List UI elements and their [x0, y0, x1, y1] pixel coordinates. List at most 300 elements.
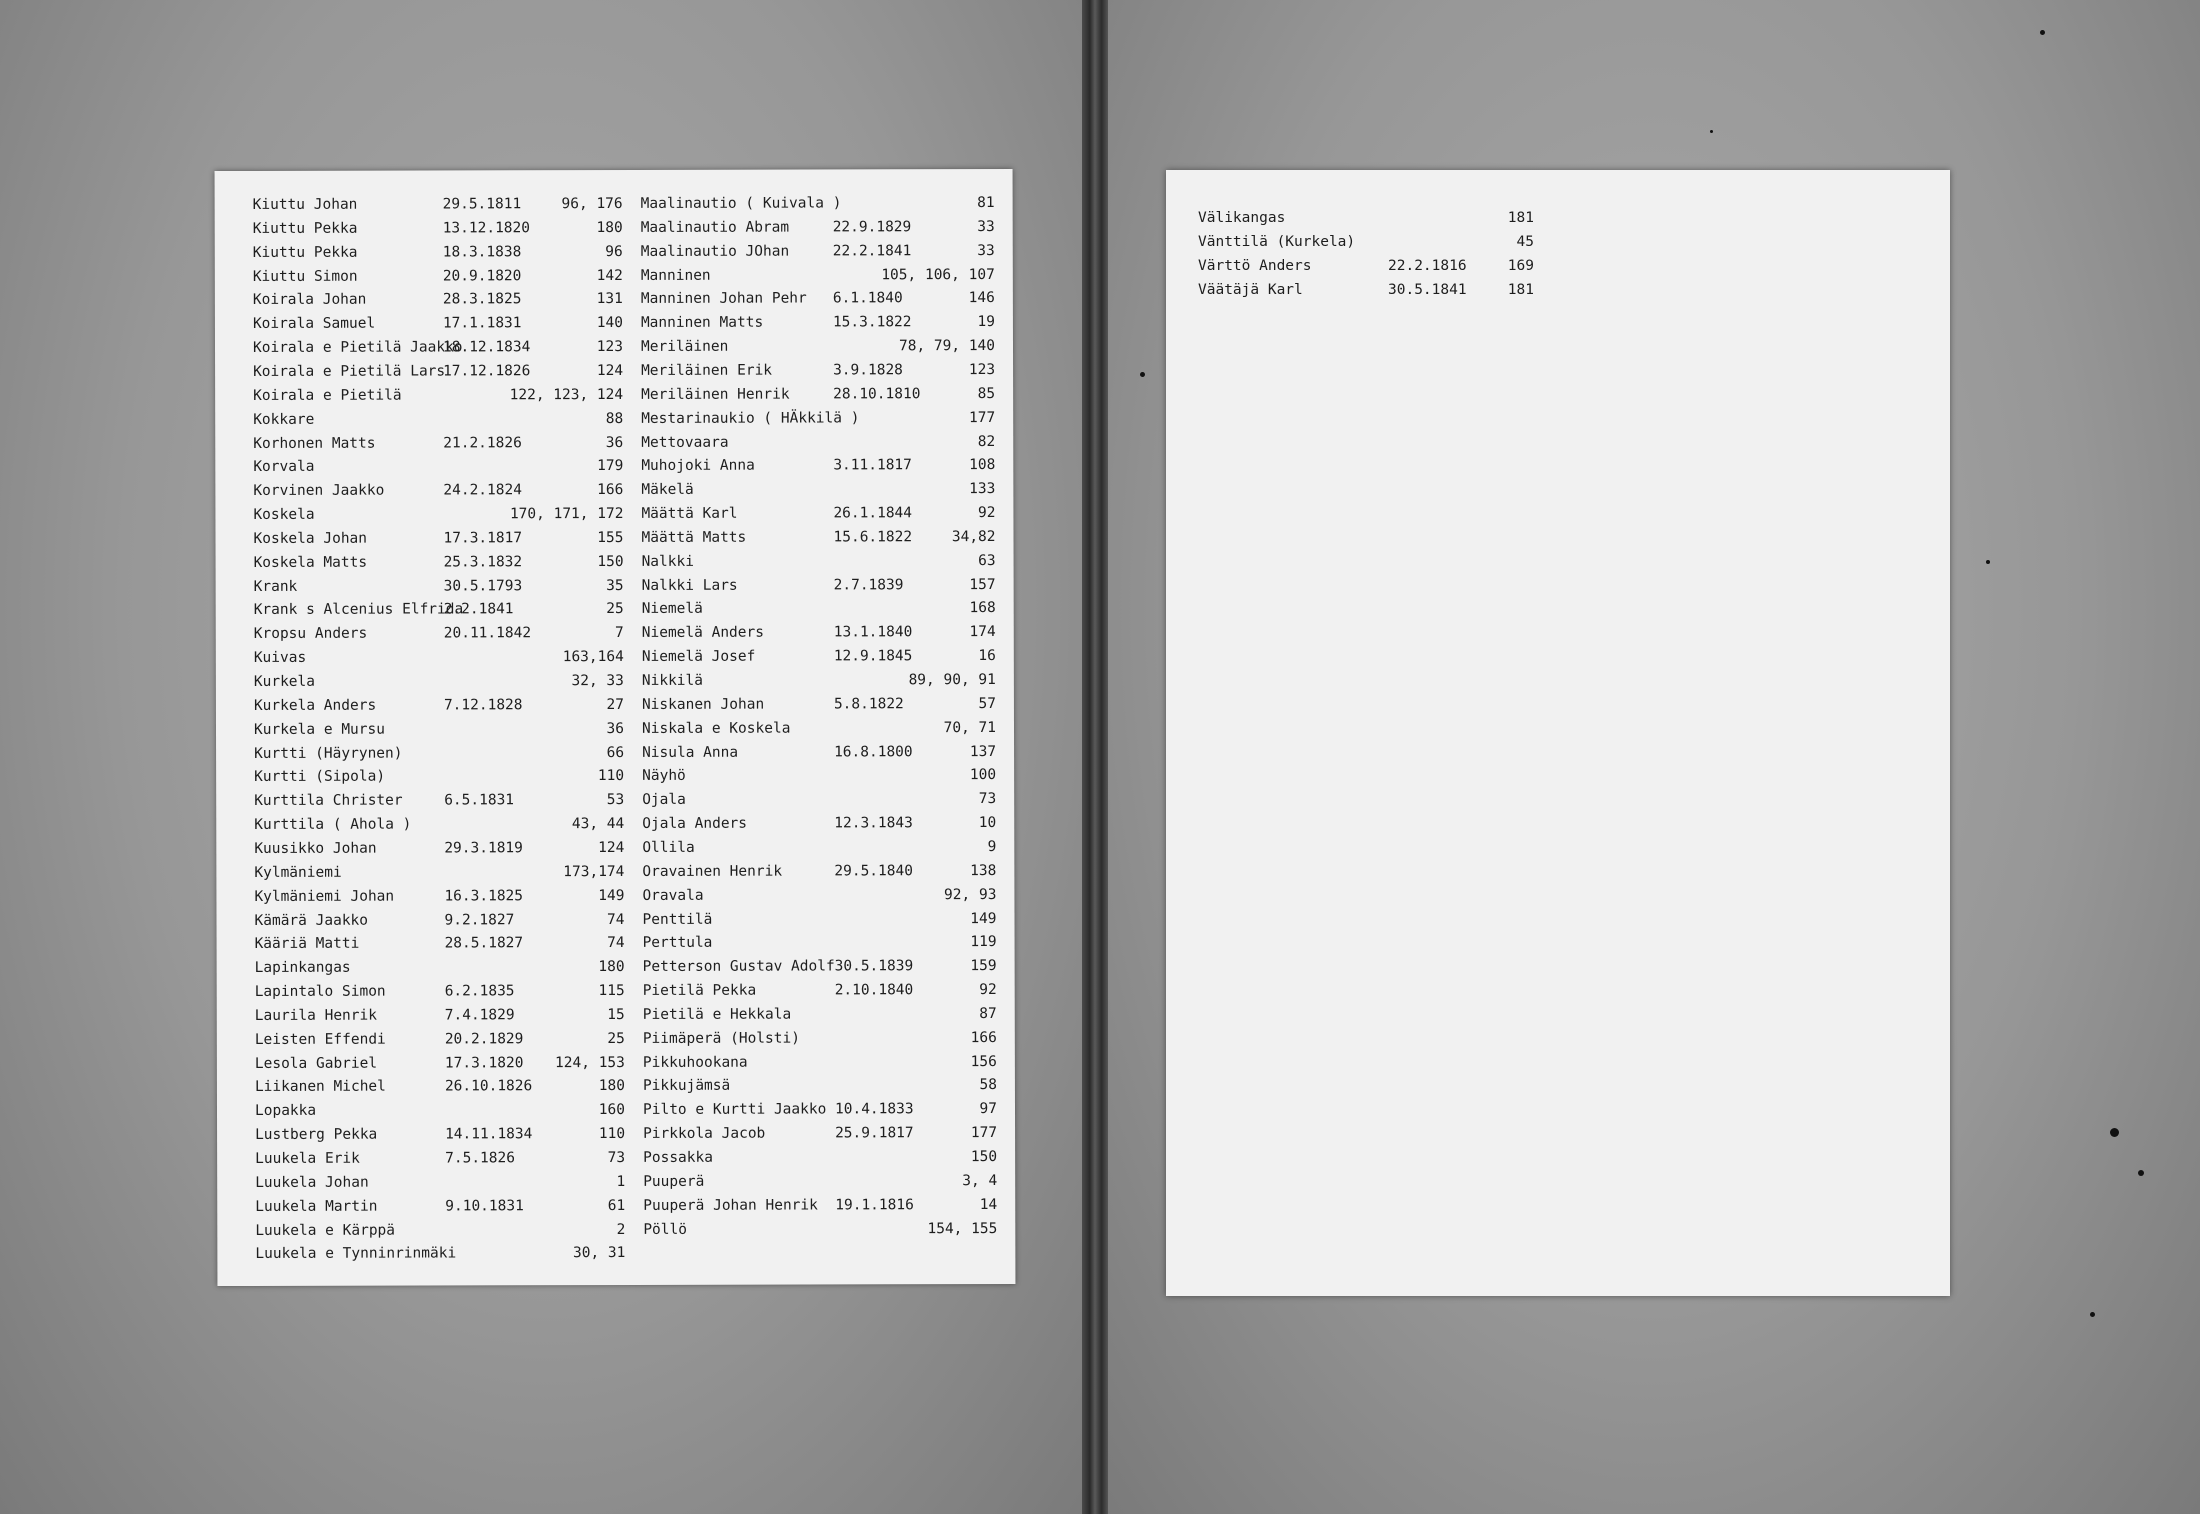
index-entry: [255, 931, 625, 956]
index-entry: [255, 1241, 625, 1266]
entry-pages: 10: [978, 815, 997, 832]
index-entry: [642, 835, 996, 860]
entry-pages: 181: [1507, 282, 1534, 298]
entry-name: Lapinkangas: [254, 959, 351, 977]
entry-pages: 150: [970, 1149, 998, 1166]
index-entry: [254, 741, 624, 766]
entry-pages: 88: [605, 410, 624, 427]
entry-date: 2.10.1840: [834, 982, 914, 999]
entry-pages: 30, 31: [572, 1245, 626, 1262]
entry-pages: 131: [596, 291, 623, 308]
entry-date: 7.4.1829: [444, 1007, 515, 1024]
index-entry: [642, 644, 996, 669]
entry-pages: 97: [979, 1101, 998, 1118]
index-entry: [643, 1145, 997, 1170]
entry-pages: 34,82: [951, 528, 996, 546]
entry-date: 26.10.1826: [444, 1078, 533, 1095]
binding-spine: [1082, 0, 1108, 1514]
entry-name: Mäkelä: [641, 481, 694, 499]
index-entry: [641, 358, 995, 383]
index-entry: [641, 239, 995, 264]
entry-name: Mestarinaukio ( HÄkkilä ): [641, 409, 860, 427]
entry-pages: 2: [616, 1221, 626, 1238]
index-entry: [643, 1169, 997, 1194]
dust-speck: [2040, 30, 2045, 35]
left-index-sheet: [215, 169, 1016, 1286]
index-entry: [642, 811, 996, 836]
index-entry: [641, 430, 995, 455]
index-entry: [643, 1193, 997, 1218]
entry-pages: 168: [969, 600, 996, 617]
entry-name: Koskela Johan: [253, 530, 368, 547]
entry-name: Väätäjä Karl: [1198, 282, 1303, 298]
entry-name: Kurkela: [253, 673, 316, 690]
entry-pages: 180: [596, 219, 623, 236]
entry-name: Petterson Gustav Adolf: [642, 958, 835, 976]
entry-name: Kiuttu Pekka: [252, 244, 358, 261]
index-entry: [255, 1027, 625, 1052]
index-entry: [253, 478, 623, 503]
entry-name: Meriläinen Henrik: [641, 386, 790, 403]
entry-pages: 150: [597, 553, 624, 570]
entry-name: Ojala Anders: [642, 815, 748, 833]
index-entry: [641, 310, 995, 335]
entry-name: Määttä Matts: [641, 529, 747, 546]
index-entry: [253, 430, 623, 455]
entry-date: 12.9.1845: [833, 648, 913, 665]
index-entry: [254, 764, 624, 789]
entry-date: 18.12.1834: [442, 339, 531, 356]
entry-pages: 100: [969, 767, 997, 784]
index-entry: [255, 1122, 625, 1147]
entry-pages: 108: [969, 457, 996, 474]
entry-pages: 174: [969, 624, 996, 641]
entry-date: 9.10.1831: [445, 1197, 524, 1215]
dust-speck: [1140, 372, 1145, 377]
index-entry: [254, 884, 624, 909]
entry-name: Leisten Effendi: [254, 1031, 386, 1048]
entry-name: Mettovaara: [641, 434, 729, 451]
entry-pages: 96, 176: [561, 195, 623, 213]
entry-pages: 140: [596, 315, 623, 332]
entry-name: Ojala: [642, 792, 686, 809]
entry-name: Korhonen Matts: [253, 435, 376, 452]
entry-name: Kiuttu Simon: [252, 268, 358, 285]
entry-pages: 3, 4: [962, 1172, 998, 1189]
index-entry: [642, 549, 996, 574]
index-entry: [254, 860, 624, 885]
index-entry: [254, 621, 624, 646]
entry-pages: 170, 171, 172: [509, 506, 624, 523]
entry-pages: 58: [979, 1077, 997, 1094]
entry-name: Niskala e Koskela: [641, 720, 791, 737]
index-entry: [642, 692, 996, 717]
entry-pages: 110: [598, 1126, 626, 1143]
index-entry: [641, 263, 995, 288]
index-entry: [642, 668, 996, 693]
entry-pages: 33: [977, 242, 995, 259]
index-entry: [253, 311, 623, 336]
entry-name: Vänttilä (Kurkela): [1198, 234, 1356, 250]
entry-name: Kurtti (Häyrynen): [254, 745, 403, 762]
index-entry: [254, 812, 624, 837]
entry-name: Muhojoki Anna: [641, 457, 755, 475]
entry-pages: 177: [970, 1125, 998, 1142]
index-entry: [255, 1003, 625, 1028]
entry-pages: 137: [969, 743, 997, 760]
entry-date: 28.3.1825: [442, 291, 522, 308]
entry-name: Kiuttu Johan: [252, 196, 358, 213]
index-entry: [641, 334, 995, 359]
entry-pages: 110: [597, 768, 625, 785]
entry-name: Kurtti (Sipola): [254, 768, 386, 786]
entry-name: Maalinautio Abram: [640, 219, 790, 236]
entry-pages: 166: [597, 482, 624, 499]
entry-name: Pietilä e Hekkala: [642, 1006, 792, 1023]
entry-name: Luukela Johan: [255, 1174, 369, 1191]
entry-name: Nalkki Lars: [641, 577, 738, 594]
entry-name: Pikkuhookana: [642, 1054, 748, 1071]
entry-date: 22.2.1816: [1388, 258, 1467, 274]
entry-pages: 115: [598, 983, 625, 1000]
entry-pages: 85: [977, 385, 996, 402]
index-entry: [253, 216, 623, 241]
index-entry: [254, 574, 624, 599]
entry-pages: 36: [606, 720, 625, 737]
entry-date: 29.5.1811: [442, 196, 522, 213]
index-entry: [255, 1146, 625, 1171]
index-entry: [254, 907, 624, 932]
index-entry: [642, 883, 996, 908]
entry-name: Niskanen Johan: [641, 696, 765, 713]
entry-pages: 96: [605, 243, 623, 260]
dust-speck: [2138, 1170, 2144, 1176]
index-entry: [253, 264, 623, 289]
entry-date: 22.9.1829: [832, 219, 912, 236]
index-entry: [1198, 230, 1554, 254]
index-entry: [642, 787, 996, 812]
index-entry: [254, 836, 624, 861]
entry-name: Krank s Alcenius Elfrida: [253, 601, 464, 619]
entry-pages: 124, 153: [555, 1054, 625, 1071]
entry-name: Oravainen Henrik: [642, 863, 783, 880]
entry-name: Maalinautio ( Kuivala ): [640, 195, 842, 212]
entry-name: Kääriä Matti: [254, 936, 360, 953]
index-entry: [642, 620, 996, 645]
entry-pages: 149: [970, 910, 997, 927]
entry-date: 25.9.1817: [835, 1125, 914, 1142]
entry-name: Lapintalo Simon: [254, 983, 386, 1000]
entry-name: Määttä Karl: [641, 505, 738, 522]
dust-speck: [1710, 130, 1713, 133]
index-entry: [253, 526, 623, 551]
entry-pages: 146: [968, 290, 995, 307]
entry-pages: 124: [596, 362, 624, 379]
entry-date: 12.3.1843: [834, 815, 913, 832]
index-entry: [641, 501, 995, 526]
entry-pages: 82: [977, 433, 996, 450]
index-entry: [254, 788, 624, 813]
entry-pages: 7: [614, 625, 624, 642]
entry-name: Possakka: [643, 1149, 713, 1166]
entry-pages: 35: [606, 577, 624, 594]
index-entry: [643, 1026, 997, 1051]
index-entry: [641, 406, 995, 431]
entry-name: Krank: [253, 578, 298, 595]
index-entry: [1198, 278, 1554, 302]
entry-pages: 159: [970, 958, 997, 975]
index-entry: [253, 192, 623, 217]
entry-date: 9.2.1827: [444, 911, 515, 928]
index-entry: [641, 453, 995, 478]
entry-pages: 180: [598, 959, 625, 976]
index-entry: [642, 596, 996, 621]
entry-date: 24.2.1824: [443, 482, 522, 499]
entry-pages: 14: [979, 1196, 998, 1213]
entry-date: 20.2.1829: [444, 1030, 524, 1048]
entry-date: 18.3.1838: [442, 243, 522, 261]
entry-pages: 180: [598, 1078, 625, 1095]
entry-date: 16.8.1800: [834, 743, 913, 760]
entry-date: 14.11.1834: [445, 1126, 533, 1143]
entry-date: 30.5.1839: [834, 958, 914, 975]
entry-name: Kuivas: [253, 649, 307, 667]
entry-pages: 9: [987, 838, 997, 855]
entry-pages: 15: [607, 1006, 625, 1023]
entry-name: Nikkilä: [641, 672, 704, 689]
entry-date: 2.2.1841: [443, 601, 514, 618]
entry-date: 2.7.1839: [833, 576, 904, 594]
index-entry: [253, 502, 623, 527]
index-entry: [642, 859, 996, 884]
index-entry: [254, 597, 624, 622]
entry-name: Niemelä: [641, 601, 703, 618]
entry-name: Välikangas: [1198, 210, 1286, 226]
entry-name: Kurttila Christer: [254, 792, 403, 810]
entry-pages: 87: [979, 1005, 997, 1022]
entry-name: Perttula: [642, 935, 713, 952]
entry-date: 28.10.1810: [833, 385, 921, 403]
entry-date: 7.12.1828: [443, 697, 523, 714]
entry-pages: 122, 123, 124: [509, 386, 624, 404]
index-entry: [643, 1073, 997, 1098]
entry-pages: 92, 93: [944, 886, 997, 903]
entry-name: Kylmäniemi Johan: [254, 888, 395, 905]
entry-pages: 25: [607, 1030, 625, 1047]
entry-name: Lustberg Pekka: [255, 1126, 378, 1144]
entry-pages: 149: [598, 887, 625, 904]
index-entry: [642, 763, 996, 788]
entry-name: Koskela Matts: [253, 554, 368, 571]
dust-speck: [2110, 1128, 2119, 1137]
entry-date: 17.3.1817: [443, 530, 523, 547]
entry-date: 13.1.1840: [833, 624, 913, 641]
index-entry: [253, 240, 623, 265]
entry-pages: 33: [977, 218, 995, 235]
dust-speck: [2090, 1312, 2095, 1317]
entry-pages: 138: [970, 862, 997, 879]
index-column-k-l: [252, 192, 626, 1263]
entry-name: Manninen Johan Pehr: [640, 290, 807, 308]
index-entry: [255, 1194, 625, 1219]
index-entry: [253, 287, 623, 312]
index-entry: [254, 717, 624, 742]
index-entry: [253, 335, 623, 360]
index-entry: [254, 693, 624, 718]
entry-name: Kurkela e Mursu: [253, 721, 385, 738]
entry-date: 16.3.1825: [444, 887, 524, 905]
index-entry: [643, 1002, 997, 1027]
entry-pages: 32, 33: [571, 672, 624, 690]
entry-date: 3.9.1828: [833, 362, 903, 379]
entry-pages: 173,174: [563, 863, 625, 880]
entry-name: Värttö Anders: [1198, 258, 1312, 274]
entry-pages: 142: [596, 267, 623, 284]
entry-name: Koirala e Pietilä Lars: [253, 363, 446, 380]
entry-pages: 74: [607, 935, 625, 952]
entry-pages: 124: [598, 839, 625, 856]
entry-name: Lopakka: [254, 1103, 317, 1120]
index-entry: [254, 550, 624, 575]
entry-pages: 19: [977, 314, 995, 331]
entry-name: Liikanen Michel: [254, 1079, 386, 1096]
entry-date: 29.3.1819: [444, 840, 523, 857]
entry-pages: 163,164: [562, 649, 624, 666]
entry-pages: 179: [597, 458, 624, 475]
entry-date: 6.1.1840: [832, 290, 903, 307]
entry-date: 5.8.1822: [833, 696, 904, 713]
entry-pages: 57: [978, 695, 996, 712]
entry-pages: 123: [968, 361, 996, 379]
index-entry: [255, 1074, 625, 1099]
entry-name: Nalkki: [641, 553, 694, 570]
entry-name: Lesola Gabriel: [254, 1055, 378, 1072]
entry-name: Pietilä Pekka: [642, 982, 757, 999]
index-entry: [642, 573, 996, 598]
index-entry: [255, 955, 625, 980]
entry-pages: 154, 155: [927, 1220, 998, 1237]
index-entry: [1198, 206, 1554, 230]
entry-pages: 27: [606, 696, 624, 713]
entry-date: 30.5.1841: [1388, 282, 1467, 298]
entry-name: Pirkkola Jacob: [643, 1125, 766, 1143]
entry-pages: 155: [597, 529, 624, 546]
entry-pages: 74: [607, 911, 625, 928]
entry-pages: 92: [977, 505, 996, 522]
entry-name: Meriläinen Erik: [641, 362, 773, 379]
index-entry: [255, 1218, 625, 1243]
entry-pages: 177: [968, 409, 996, 426]
entry-pages: 53: [606, 792, 625, 809]
entry-pages: 73: [978, 791, 997, 808]
index-entry: [255, 1098, 625, 1123]
entry-pages: 45: [1516, 234, 1534, 250]
entry-pages: 43, 44: [571, 816, 625, 833]
entry-name: Manninen: [640, 267, 711, 284]
entry-pages: 157: [969, 576, 996, 593]
index-entry: [641, 525, 995, 550]
entry-name: Puuperä Johan Henrik: [643, 1197, 818, 1214]
entry-date: 30.5.1793: [443, 577, 523, 595]
entry-pages: 156: [970, 1053, 997, 1070]
index-entry: [253, 359, 623, 384]
index-entry: [641, 477, 995, 502]
entry-name: Kuusikko Johan: [254, 840, 377, 857]
entry-date: 17.1.1831: [442, 315, 522, 332]
entry-name: Laurila Henrik: [254, 1007, 377, 1024]
entry-pages: 92: [979, 982, 997, 999]
entry-pages: 160: [598, 1102, 626, 1119]
entry-name: Koskela: [253, 506, 315, 523]
index-entry: [643, 978, 997, 1003]
entry-name: Meriläinen: [640, 338, 729, 356]
entry-name: Kylmäniemi: [254, 864, 342, 881]
index-entry: [254, 669, 624, 694]
index-entry: [641, 191, 995, 216]
index-entry: [643, 1050, 997, 1075]
index-entry: [253, 407, 623, 432]
entry-name: Näyhö: [642, 768, 686, 785]
entry-name: Puuperä: [643, 1173, 705, 1190]
entry-name: Kurkela Anders: [253, 697, 377, 714]
entry-name: Luukela Martin: [255, 1198, 378, 1215]
entry-pages: 25: [606, 601, 624, 618]
entry-pages: 36: [605, 434, 624, 451]
entry-date: 6.5.1831: [444, 792, 515, 809]
index-entry: [255, 979, 625, 1004]
index-entry: [642, 740, 996, 765]
entry-pages: 81: [977, 195, 995, 212]
entry-name: Ollila: [642, 839, 695, 856]
entry-name: Nisula Anna: [642, 744, 739, 761]
entry-name: Piimäperä (Holsti): [642, 1030, 800, 1047]
entry-name: Korvala: [253, 459, 315, 476]
entry-name: Kokkare: [253, 411, 315, 428]
index-entry: [253, 383, 623, 408]
index-entry: [643, 1121, 997, 1146]
entry-date: 3.11.1817: [833, 457, 912, 474]
entry-date: 28.5.1827: [444, 935, 524, 952]
index-entry: [641, 286, 995, 311]
entry-name: Pöllö: [643, 1221, 687, 1238]
entry-pages: 1: [616, 1173, 626, 1190]
entry-date: 13.12.1820: [442, 220, 531, 237]
index-entry: [255, 1051, 625, 1076]
entry-pages: 181: [1507, 210, 1534, 226]
entry-name: Kropsu Anders: [253, 625, 368, 643]
entry-name: Luukela Erik: [255, 1150, 360, 1167]
index-entry: [641, 215, 995, 240]
entry-name: Korvinen Jaakko: [253, 482, 385, 500]
entry-date: 6.2.1835: [444, 983, 515, 1000]
entry-name: Pikkujämsä: [642, 1078, 731, 1095]
index-entry: [641, 382, 995, 407]
entry-name: Kurttila ( Ahola ): [254, 816, 412, 834]
entry-date: 20.11.1842: [443, 625, 532, 642]
entry-name: Oravala: [642, 887, 704, 904]
entry-pages: 166: [970, 1029, 997, 1046]
entry-date: 26.1.1844: [833, 505, 913, 522]
entry-pages: 119: [970, 934, 997, 951]
entry-pages: 78, 79, 140: [898, 338, 996, 355]
entry-name: Pilto e Kurtti Jaakko: [642, 1101, 827, 1119]
entry-date: 7.5.1826: [445, 1150, 515, 1167]
entry-pages: 16: [978, 648, 996, 665]
entry-date: 22.2.1841: [832, 242, 912, 260]
entry-pages: 70, 71: [943, 719, 997, 736]
entry-pages: 123: [596, 339, 624, 356]
entry-name: Kiuttu Pekka: [252, 220, 358, 237]
